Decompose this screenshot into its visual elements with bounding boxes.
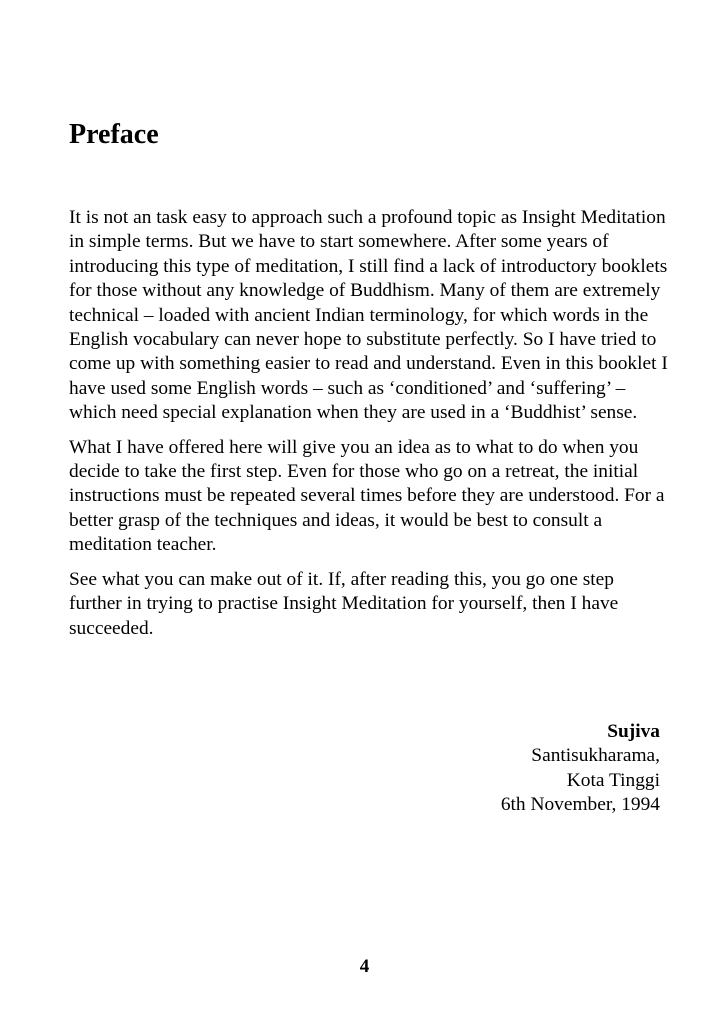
document-page bbox=[69, 0, 668, 1030]
paragraph-2: What I have offered here will give you an idea as to what to do when you decide to take the first step. Even for those who go on a retreat, the initial instructions must be repeated several times before they are understood. For a better grasp of the techniques and ideas, it would be best to consult a meditation teacher. bbox=[69, 436, 665, 556]
signature-place: Santisukharama, bbox=[531, 745, 660, 767]
signature-town: Kota Tinggi bbox=[566, 769, 660, 791]
paragraph-3: See what you can make out of it. If, after reading this, you go one step further in trying to practise Insight Meditation for yourself, then I have succeeded. bbox=[69, 568, 619, 639]
preface-body bbox=[69, 206, 669, 651]
signature-block bbox=[501, 720, 660, 818]
page-number: 4 bbox=[359, 956, 370, 977]
signature-date: 6th November, 1994 bbox=[500, 794, 660, 816]
page-title: Preface bbox=[69, 119, 159, 150]
paragraph-1: It is not an task easy to approach such a profound topic as Insight Meditation in simple terms. But we have to start somewhere. After some years of introducing this type of meditation, I still find a lack of introductory booklets for those without any knowledge of Buddhism. Many of them are extremely technical – loaded with ancient Indian terminology, for which words in the English vocabulary can never hope to substitute perfectly. So I have tried to come up with something easier to read and understand. Even in this booklet I have used some English words – such as ‘conditioned’ and ‘suffering’ – which need special explanation when they are used in a ‘Buddhist’ sense. bbox=[69, 207, 668, 424]
signature-name: Sujiva bbox=[607, 721, 660, 742]
